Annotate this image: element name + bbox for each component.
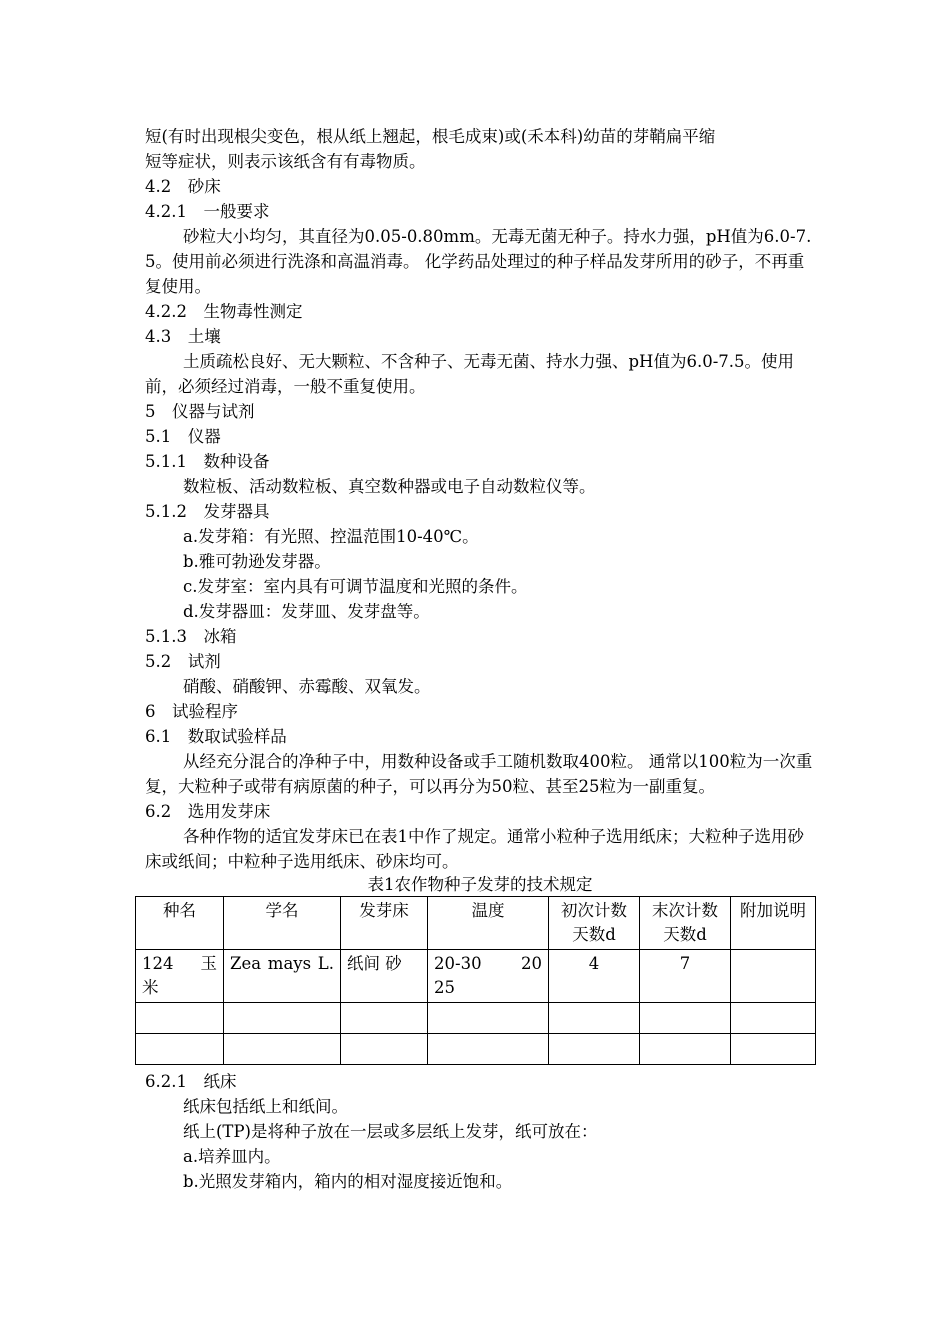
section-heading-5-1: 5.1 仪器	[145, 427, 221, 446]
section-heading-4-2: 4.2 砂床	[145, 177, 221, 196]
header-note: 附加说明	[731, 897, 816, 950]
sand-paragraph: 砂粒大小均匀，其直径为0.05-0.80mm。无毒无菌无种子。持水力强，pH值为6.0-7.5。使用前必须进行洗涤和高温消毒。 化学药品处理过的种子样品发芽所用的砂子，不再重复使用。	[145, 227, 812, 296]
section-heading-6-1: 6.1 数取试验样品	[145, 727, 287, 746]
header-species: 种名	[136, 897, 224, 950]
list-item: b.光照发芽箱内，箱内的相对湿度接近饱和。	[183, 1172, 513, 1191]
header-bed: 发芽床	[341, 897, 428, 950]
list-item: a.培养皿内。	[183, 1147, 281, 1166]
cell-temperature: 20-30 20 25	[428, 950, 549, 1003]
section-heading-4-2-2: 4.2.2 生物毒性测定	[145, 302, 303, 321]
document-page	[142, 124, 815, 1194]
empty-cell	[731, 1034, 816, 1065]
section-heading-5-1-3: 5.1.3 冰箱	[145, 627, 237, 646]
table-header-row	[136, 897, 816, 950]
cell-bed: 纸间 砂	[341, 950, 428, 1003]
table-row	[136, 950, 816, 1003]
empty-cell	[428, 1003, 549, 1034]
list-item: b.雅可勃逊发芽器。	[183, 552, 331, 571]
empty-cell	[549, 1034, 640, 1065]
header-first-count: 初次计数天数d	[549, 897, 640, 950]
empty-cell	[640, 1034, 731, 1065]
empty-cell	[136, 1003, 224, 1034]
empty-cell	[731, 1003, 816, 1034]
empty-cell	[136, 1034, 224, 1065]
sample-paragraph: 从经充分混合的净种子中，用数种设备或手工随机数取400粒。 通常以100粒为一次重复，大粒种子或带有病原菌的种子，可以再分为50粒、甚至25粒为一副重复。	[145, 752, 813, 796]
empty-cell	[341, 1003, 428, 1034]
reagent-paragraph: 硝酸、硝酸钾、赤霉酸、双氧发。	[183, 677, 431, 696]
header-last-count: 末次计数天数d	[640, 897, 731, 950]
section-heading-5-2: 5.2 试剂	[145, 652, 221, 671]
empty-cell	[224, 1003, 341, 1034]
list-item: a.发芽箱：有光照、控温范围10-40℃。	[183, 527, 479, 546]
section-heading-5-1-2: 5.1.2 发芽器具	[145, 502, 270, 521]
bed-paragraph: 各种作物的适宜发芽床已在表1中作了规定。通常小粒种子选用纸床；大粒种子选用砂床或纸间；中粒种子选用纸床、砂床均可。	[145, 827, 804, 871]
top-of-paper-paragraph: 纸上(TP)是将种子放在一层或多层纸上发芽，纸可放在：	[183, 1122, 598, 1141]
counting-paragraph: 数粒板、活动数粒板、真空数种器或电子自动数粒仪等。	[183, 477, 596, 496]
germination-table	[135, 896, 816, 1065]
section-heading-6: 6 试验程序	[145, 702, 238, 721]
table-row-empty	[136, 1034, 816, 1065]
section-heading-4-3: 4.3 土壤	[145, 327, 221, 346]
empty-cell	[224, 1034, 341, 1065]
list-item: c.发芽室：室内具有可调节温度和光照的条件。	[183, 577, 528, 596]
section-heading-4-2-1: 4.2.1 一般要求	[145, 202, 270, 221]
list-item: d.发芽器皿：发芽皿、发芽盘等。	[183, 602, 430, 621]
paragraph-line: 短等症状，则表示该纸含有有毒物质。	[145, 152, 426, 171]
cell-latin-name: Zea mays L.	[224, 950, 341, 1003]
empty-cell	[640, 1003, 731, 1034]
soil-paragraph: 土质疏松良好、无大颗粒、不含种子、无毒无菌、持水力强、pH值为6.0-7.5。使用前，必须经过消毒，一般不重复使用。	[145, 352, 795, 396]
paragraph-line: 短(有时出现根尖变色，根从纸上翘起，根毛成束)或(禾本科)幼苗的芽鞘扁平缩	[145, 127, 716, 146]
section-heading-5: 5 仪器与试剂	[145, 402, 255, 421]
section-heading-6-2: 6.2 选用发芽床	[145, 802, 271, 821]
empty-cell	[549, 1003, 640, 1034]
empty-cell	[428, 1034, 549, 1065]
table-caption: 表1农作物种子发芽的技术规定	[367, 875, 593, 894]
header-latin-name: 学名	[224, 897, 341, 950]
section-heading-5-1-1: 5.1.1 数种设备	[145, 452, 270, 471]
cell-first-count: 4	[549, 950, 640, 1003]
table-row-empty	[136, 1003, 816, 1034]
empty-cell	[341, 1034, 428, 1065]
header-temperature: 温度	[428, 897, 549, 950]
cell-species: 124 玉米	[136, 950, 224, 1003]
paper-paragraph: 纸床包括纸上和纸间。	[183, 1097, 348, 1116]
cell-note	[731, 950, 816, 1003]
cell-last-count: 7	[640, 950, 731, 1003]
section-heading-6-2-1: 6.2.1 纸床	[145, 1072, 237, 1091]
